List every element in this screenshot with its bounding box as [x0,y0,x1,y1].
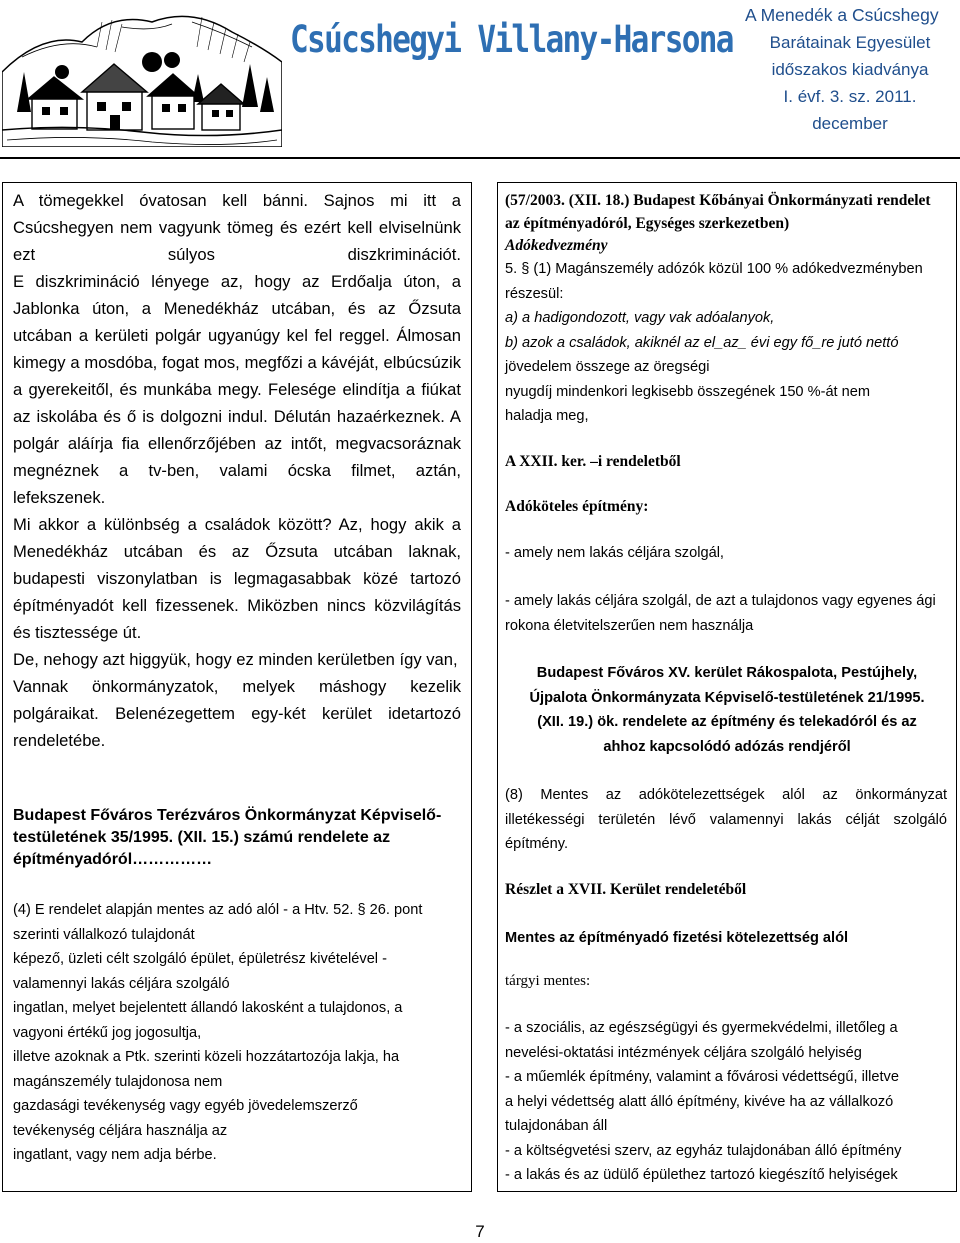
decree-line: (4) E rendelet alapján mentes az adó alól - a Htv. 52. § 26. pont [13,902,423,918]
xvii-line: tulajdonában áll [505,1118,608,1134]
publisher-line: I. évf. 3. sz. 2011. [783,87,917,106]
kobanya-section [505,189,948,429]
kobanya-line: nyugdíj mindenkori legkisebb összegének 150 %-át nem [505,383,871,400]
kobanya-line: b) azok a családok, akiknél az el_az_ évi egy fő_re jutó nettó [505,334,899,351]
kobanya-line: a) a hadigondozott, vagy vak adóalanyok, [505,310,775,326]
left-column-box [2,182,472,1192]
decree-line: képező, üzleti célt szolgáló épület, épületrész kivételével - [13,951,387,967]
difference-paragraph: Mi akkor a különbség a családok között? Az, hogy akik a Menedékház utcában és az Őzsuta utcában laknak, budapesti viszonylatban is legmagasabbak közé tartozó építményadót kell fizessenek. Miközben nincs közvilágítás és tisztessége út. [13,515,461,642]
masthead [0,0,960,158]
kobanya-line: részesül: [505,285,564,302]
xvii-line: - a műemlék építmény, valamint a fővárosi védettségű, illetve [505,1069,899,1085]
kobanya-line: jövedelem összege az öregségi [505,359,710,375]
xvii-line: nevelési-oktatási intézmények céljára szolgáló helyiség [505,1044,862,1061]
xv-heading: Budapest Főváros XV. kerület Rákospalota, Pestújhely, Újpalota Önkormányzata Képviselő-testületének 21/1995. (XII. 19.) ök. rendelete az építmény és telekadóról és az ahhoz kapcsolódó adózás rendjéről [529,665,925,755]
terezvaros-decree-heading: Budapest Főváros Terézváros Önkormányzat Képviselő-testületének 35/1995. (XII. 15.) számú rendelete az építményadóról…………… [13,807,442,868]
village-sketch-logo [2,2,282,147]
other-districts-paragraph: De, nehogy azt higgyük, hogy ez minden kerületben így van, [13,650,458,669]
xvii-heading: Részlet a XVII. Kerület rendeletéből [505,881,747,898]
kobanya-line: 5. § (1) Magánszemély adózók közül 100 % adókedvezményben [505,261,923,277]
xvii-subheading: Mentes az építményadó fizetési kötelezettség alól [505,930,849,946]
intro-paragraph: A tömegekkel óvatosan kell bánni. Sajnos mi itt a Csúcshegyen nem vagyunk tömeg és ezért kell elviselnünk ezt súlyos diszkriminációt. [13,191,461,264]
discrimination-paragraph: E diszkrimináció lényege az, hogy az Erdőalja úton, a Jablonka úton, a Menedékház utcában, és az Őzsuta utcában a kerületi polgár ugyanúgy kel fel reggel. Álmosan kimegy a mosdóba, fogat mos, megfőzi a kávéját, elbúcsúzik a gyerekeitől, és munkába megy. Felesége elindítja a fiúkat az iskolába és ő is dolgozni indul. Délután hazaérkeznek. A polgár aláírja fia ellenőrzőjében az intőt, megvacsoráznak megnéznek a tv-ben, valami ócska filmet, aztán, lefekszenek. [13,272,461,507]
xvii-line: - a szociális, az egészségügyi és gyermekvédelmi, illetőleg a [505,1020,898,1036]
xvii-line: a helyi védettség alatt álló építmény, kivéve ha az vállalkozó [505,1093,894,1110]
xvii-line: - a költségvetési szerv, az egyház tulajdonában álló építmény [505,1142,902,1159]
left-column-content [13,187,461,754]
decree-line: illetve azoknak a Ptk. szerinti közeli hozzátartozója lakja, ha [13,1049,400,1065]
publication-title: Csúcshegyi Villany-Harsona [290,18,733,61]
publisher-info [745,2,955,137]
xv-paragraph-block [505,783,947,857]
decree-line: magánszemély tulajdonosa nem [13,1073,223,1090]
publisher-line: Barátainak Egyesület [769,33,931,52]
decree-line: vagyoni értékű jog jogosultja, [13,1024,202,1041]
terezvaros-decree-text [13,898,461,1168]
xvii-intro: tárgyi mentes: [505,973,591,989]
decree-line: ingatlan, melyet bejelentett állandó lakosként a tulajdonos, a [13,1000,403,1016]
terezvaros-decree-heading-block [13,805,461,871]
decree-line: szerinti vállalkozó tulajdonát [13,926,195,943]
taxable-heading: Adóköteles építmény: [505,498,649,515]
taxable-item: - amely nem lakás céljára szolgál, [505,545,724,561]
page-number: 7 [475,1222,485,1241]
publisher-line: december [812,114,888,133]
publisher-line: időszakos kiadványa [771,60,929,79]
kobanya-subheading: Adókedvezmény [505,237,608,254]
kobanya-line: haladja meg, [505,408,589,424]
xxii-heading: A XXII. ker. –i rendeletből [505,453,681,470]
xvii-list [505,1016,948,1188]
decree-line: gazdasági tevékenység vagy egyéb jövedelemszerző [13,1098,358,1114]
publisher-line: A Menedék a Csúcshegy [745,5,939,25]
xv-heading-block [522,661,932,759]
decree-line: tevékenység céljára használja az [13,1122,228,1139]
municipalities-paragraph: Vannak önkormányzatok, melyek máshogy kezelik polgáraikat. Belenézegettem egy-két kerület idetartozó rendeletébe. [13,677,461,750]
xvii-line: - a lakás és az üdülő épülethez tartozó kiegészítő helyiségek [505,1167,898,1183]
header-divider [0,157,960,159]
decree-line: valamennyi lakás céljára szolgáló [13,975,230,992]
xv-paragraph: (8) Mentes az adókötelezettségek alól az önkormányzat illetékességi területén lévő valamennyi lakás célját szolgáló építmény. [505,787,947,852]
taxable-item: - amely lakás céljára szolgál, de azt a tulajdonos vagy egyenes ági rokona életvitelszerűen nem használja [505,593,936,634]
right-column-box [497,182,957,1192]
decree-line: ingatlant, vagy nem adja bérbe. [13,1147,217,1163]
kobanya-heading: (57/2003. (XII. 18.) Budapest Kőbányai Önkormányzati rendelet az építményadóról, Egységes szerkezetben) [505,192,931,232]
